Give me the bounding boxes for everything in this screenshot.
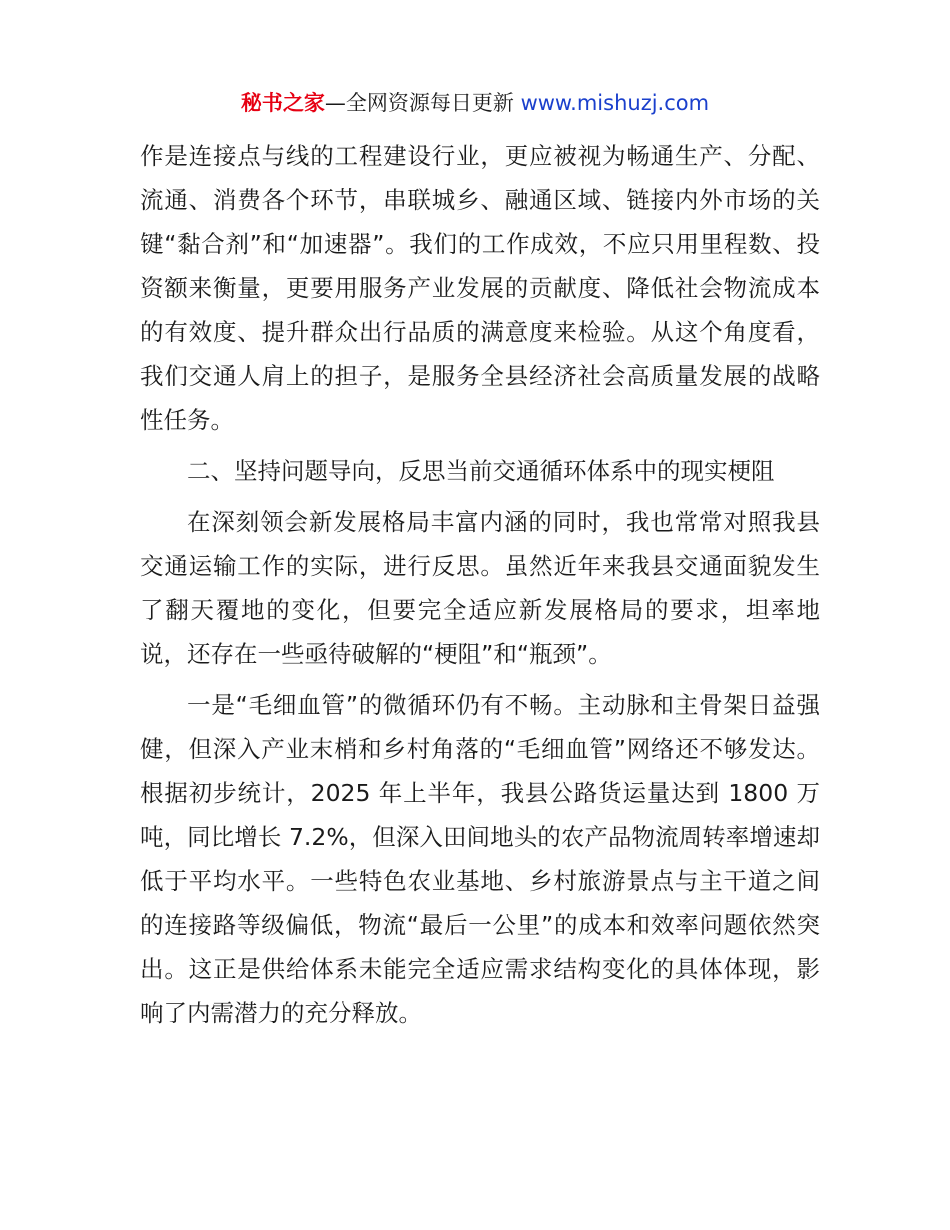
document-body xyxy=(140,134,820,1042)
site-header xyxy=(0,88,950,118)
site-brand: 秘书之家 xyxy=(240,91,325,115)
section-heading: 二、坚持问题导向，反思当前交通循环体系中的现实梗阻 xyxy=(187,457,775,485)
paragraph: 一是“毛细血管”的微循环仍有不畅。主动脉和主骨架日益强健，但深入产业末梢和乡村角落的“毛细血管”网络还不够发达。根据初步统计，2025 年上半年，我县公路货运量达到 1800 万吨，同比增长 7.2%，但深入田间地头的农产品物流周转率增速却低于平均水平。一些特色农业基地、乡村旅游景点与主干道之间的连接路等级偏低，物流“最后一公里”的成本和效率问题依然突出。这正是供给体系未能完全适应需求结构变化的具体体现，影响了内需潜力的充分释放。 xyxy=(140,691,820,1027)
paragraph-continued: 作是连接点与线的工程建设行业，更应被视为畅通生产、分配、流通、消费各个环节，串联城乡、融通区域、链接内外市场的关键“黏合剂”和“加速器”。我们的工作成效，不应只用里程数、投资额来衡量，更要用服务产业发展的贡献度、降低社会物流成本的有效度、提升群众出行品质的满意度来检验。从这个角度看，我们交通人肩上的担子，是服务全县经济社会高质量发展的战略性任务。 xyxy=(140,142,820,434)
paragraph: 在深刻领会新发展格局丰富内涵的同时，我也常常对照我县交通运输工作的实际，进行反思。虽然近年来我县交通面貌发生了翻天覆地的变化，但要完全适应新发展格局的要求，坦率地说，还存在一些亟待破解的“梗阻”和“瓶颈”。 xyxy=(140,508,820,668)
site-tagline: —全网资源每日更新 xyxy=(324,91,521,115)
site-url-link[interactable]: www.mishuzj.com xyxy=(520,91,710,115)
